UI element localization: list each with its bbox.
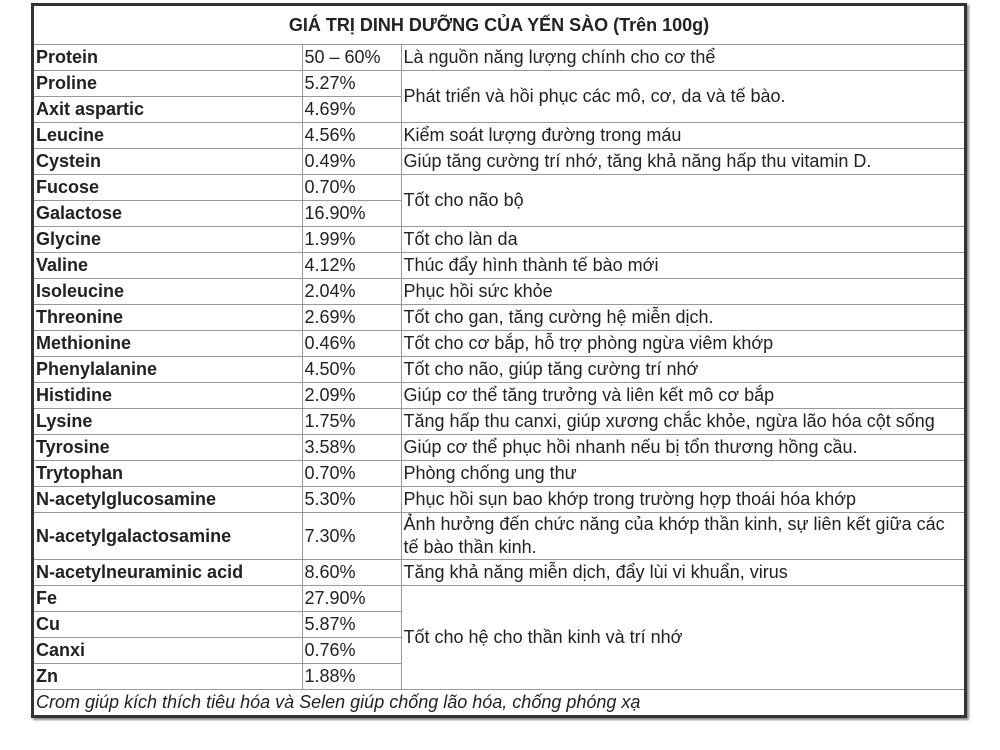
table-row [34,383,964,409]
nutrient-name: Cu [34,612,302,638]
nutrient-benefit: Thúc đẩy hình thành tế bào mới [401,253,964,279]
nutrient-benefit: Phòng chống ung thư [401,461,964,487]
nutrient-value: 2.04% [302,279,401,305]
nutrient-name: Axit aspartic [34,97,302,123]
table-row [34,357,964,383]
nutrient-benefit: Tốt cho cơ bắp, hỗ trợ phòng ngừa viêm khớp [401,331,964,357]
table-row [34,123,964,149]
nutrient-name: Glycine [34,227,302,253]
footer-note: Crom giúp kích thích tiêu hóa và Selen giúp chống lão hóa, chống phóng xạ [34,690,964,716]
nutrient-name: Tyrosine [34,435,302,461]
nutrient-value: 27.90% [302,586,401,612]
nutrient-name: N-acetylneuraminic acid [34,560,302,586]
table-row [34,435,964,461]
nutrient-value: 50 – 60% [302,45,401,71]
title-row [34,6,964,45]
nutrient-value: 1.99% [302,227,401,253]
nutrient-name: Protein [34,45,302,71]
table-row [34,71,964,97]
nutrient-benefit: Là nguồn năng lượng chính cho cơ thể [401,45,964,71]
nutrient-value: 4.69% [302,97,401,123]
nutrient-value: 0.46% [302,331,401,357]
footer-row [34,690,964,716]
nutrition-table-container [31,3,967,718]
nutrient-name: Histidine [34,383,302,409]
table-row [34,487,964,513]
table-row [34,586,964,612]
nutrient-name: Isoleucine [34,279,302,305]
nutrient-benefit: Tốt cho não, giúp tăng cường trí nhớ [401,357,964,383]
nutrient-name: Proline [34,71,302,97]
nutrient-benefit: Tốt cho làn da [401,227,964,253]
nutrient-value: 1.88% [302,664,401,690]
table-row [34,560,964,586]
nutrient-value: 5.30% [302,487,401,513]
nutrient-name: Galactose [34,201,302,227]
nutrient-value: 4.56% [302,123,401,149]
table-row [34,513,964,560]
table-row [34,227,964,253]
table-row [34,279,964,305]
nutrient-name: Fucose [34,175,302,201]
nutrient-name: Leucine [34,123,302,149]
nutrient-name: N-acetylglucosamine [34,487,302,513]
table-row [34,175,964,201]
table-row [34,409,964,435]
nutrient-name: Canxi [34,638,302,664]
nutrient-name: Methionine [34,331,302,357]
nutrient-benefit: Giúp tăng cường trí nhớ, tăng khả năng hấp thu vitamin D. [401,149,964,175]
nutrient-benefit: Kiểm soát lượng đường trong máu [401,123,964,149]
nutrient-benefit: Phục hồi sụn bao khớp trong trường hợp thoái hóa khớp [401,487,964,513]
nutrient-value: 5.27% [302,71,401,97]
nutrient-value: 0.70% [302,461,401,487]
nutrient-name: Cystein [34,149,302,175]
nutrient-name: Phenylalanine [34,357,302,383]
table-row [34,149,964,175]
nutrient-value: 5.87% [302,612,401,638]
nutrient-benefit: Tăng khả năng miễn dịch, đẩy lùi vi khuẩn, virus [401,560,964,586]
nutrient-value: 0.49% [302,149,401,175]
nutrient-value: 4.12% [302,253,401,279]
nutrient-benefit: Ảnh hưởng đến chức năng của khớp thần kinh, sự liên kết giữa các tế bào thần kinh. [401,513,964,560]
nutrient-benefit: Giúp cơ thể phục hồi nhanh nếu bị tổn thương hồng cầu. [401,435,964,461]
table-title: GIÁ TRỊ DINH DƯỠNG CỦA YẾN SÀO (Trên 100g) [34,6,964,45]
nutrient-name: Valine [34,253,302,279]
nutrient-benefit: Tăng hấp thu canxi, giúp xương chắc khỏe, ngừa lão hóa cột sống [401,409,964,435]
nutrient-value: 7.30% [302,513,401,560]
table-row [34,461,964,487]
nutrient-name: Zn [34,664,302,690]
nutrient-value: 0.70% [302,175,401,201]
nutrient-name: Threonine [34,305,302,331]
nutrient-value: 0.76% [302,638,401,664]
nutrient-name: Fe [34,586,302,612]
nutrient-value: 16.90% [302,201,401,227]
nutrition-table [34,6,964,715]
nutrient-value: 2.09% [302,383,401,409]
nutrient-benefit: Tốt cho gan, tăng cường hệ miễn dịch. [401,305,964,331]
nutrient-benefit: Giúp cơ thể tăng trưởng và liên kết mô cơ bắp [401,383,964,409]
nutrient-value: 3.58% [302,435,401,461]
nutrient-value: 8.60% [302,560,401,586]
nutrient-value: 4.50% [302,357,401,383]
nutrient-value: 2.69% [302,305,401,331]
table-row [34,253,964,279]
nutrient-benefit: Tốt cho não bộ [401,175,964,227]
nutrient-name: N-acetylgalactosamine [34,513,302,560]
table-row [34,331,964,357]
nutrient-benefit: Phục hồi sức khỏe [401,279,964,305]
table-row [34,45,964,71]
nutrient-name: Trytophan [34,461,302,487]
nutrient-benefit: Phát triển và hồi phục các mô, cơ, da và tế bào. [401,71,964,123]
nutrient-name: Lysine [34,409,302,435]
nutrient-value: 1.75% [302,409,401,435]
nutrient-benefit: Tốt cho hệ cho thần kinh và trí nhớ [401,586,964,690]
table-row [34,305,964,331]
